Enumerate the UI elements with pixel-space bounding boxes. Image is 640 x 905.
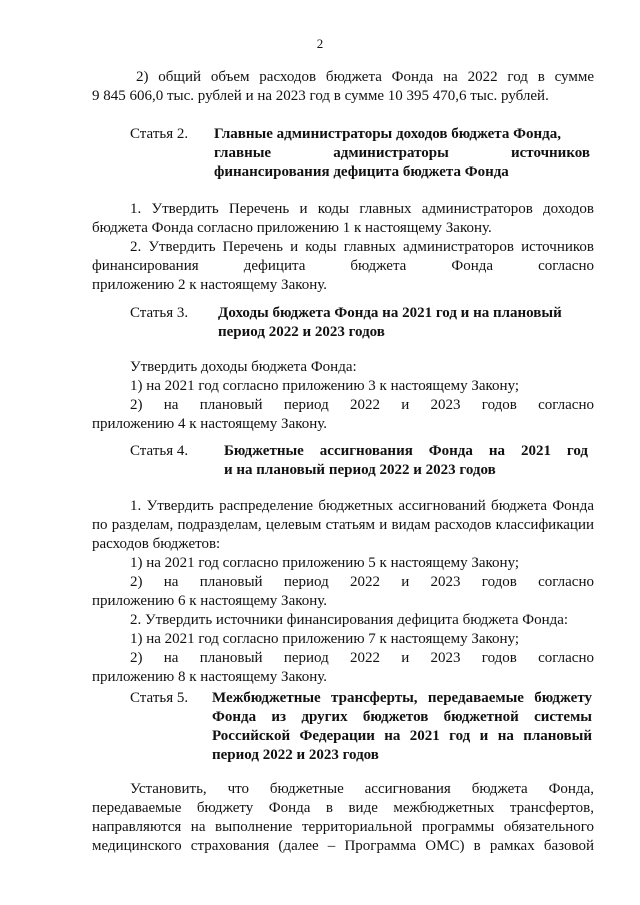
- article-2-label: Статья 2.: [130, 126, 189, 142]
- article-4-p2-line-1: 2. Утвердить источники финансирования дефицита бюджета Фонда:: [130, 612, 569, 628]
- intro-line-1: 2) общий объем расходов бюджета Фонда на 2022 год в сумме: [136, 69, 594, 85]
- article-5-p-line-2: передаваемые бюджету Фонда в виде межбюджетных трансфертов,: [92, 800, 594, 816]
- article-5-title-line-4: период 2022 и 2023 годов: [212, 747, 379, 763]
- article-2-p2-line-2: финансирования дефицита бюджета Фонда согласно: [92, 258, 594, 274]
- article-4-label: Статья 4.: [130, 443, 189, 459]
- article-5-p-line-4: медицинского страхования (далее – Программа ОМС) в рамках базовой: [92, 838, 594, 854]
- article-2-p2-line-1: 2. Утвердить Перечень и коды главных администраторов источников: [130, 239, 594, 255]
- article-4-p1-item-2-line-1: 2) на плановый период 2022 и 2023 годов согласно: [130, 574, 594, 590]
- article-3-title-line-1: Доходы бюджета Фонда на 2021 год и на плановый: [218, 305, 562, 321]
- article-5-p-line-1: Установить, что бюджетные ассигнования бюджета Фонда,: [130, 781, 594, 797]
- article-4-p1-item-1: 1) на 2021 год согласно приложению 5 к настоящему Закону;: [130, 555, 520, 571]
- article-5-title-line-1: Межбюджетные трансферты, передаваемые бюджету: [212, 690, 592, 706]
- page-number: 2: [316, 36, 324, 51]
- article-3-item-2-line-1: 2) на плановый период 2022 и 2023 годов согласно: [130, 397, 594, 413]
- article-3-title-line-2: период 2022 и 2023 годов: [218, 324, 385, 340]
- article-4-p2-item-1: 1) на 2021 год согласно приложению 7 к настоящему Закону;: [130, 631, 520, 647]
- article-4-title-line-2: и на плановый период 2022 и 2023 годов: [224, 462, 496, 478]
- article-4-p1-line-2: по разделам, подразделам, целевым статьям и видам расходов классификации: [92, 517, 594, 533]
- article-4-p1-line-1: 1. Утвердить распределение бюджетных ассигнований бюджета Фонда: [130, 498, 594, 514]
- article-3-intro: Утвердить доходы бюджета Фонда:: [130, 359, 357, 375]
- article-2-title-line-3: финансирования дефицита бюджета Фонда: [214, 164, 509, 180]
- intro-line-2: 9 845 606,0 тыс. рублей и на 2023 год в сумме 10 395 470,6 тыс. рублей.: [92, 88, 549, 104]
- article-3-item-1: 1) на 2021 год согласно приложению 3 к настоящему Закону;: [130, 378, 520, 394]
- article-5-p-line-3: направляются на выполнение территориальной программы обязательного: [92, 819, 594, 835]
- article-3-item-2-line-2: приложению 4 к настоящему Закону.: [92, 416, 328, 432]
- article-5-title-line-2: Фонда из других бюджетов бюджетной системы: [212, 709, 592, 725]
- article-4-p1-line-3: расходов бюджетов:: [92, 536, 221, 552]
- article-5-title-line-3: Российской Федерации на 2021 год и на плановый: [212, 728, 592, 744]
- article-2-p2-line-3: приложению 2 к настоящему Закону.: [92, 277, 328, 293]
- article-4-p1-item-2-line-2: приложению 6 к настоящему Закону.: [92, 593, 328, 609]
- article-5-label: Статья 5.: [130, 690, 189, 706]
- article-2-title-line-1: Главные администраторы доходов бюджета Фонда,: [214, 126, 561, 142]
- article-2-p1-line-2: бюджета Фонда согласно приложению 1 к настоящему Закону.: [92, 220, 492, 236]
- article-4-title-line-1: Бюджетные ассигнования Фонда на 2021 год: [224, 443, 588, 459]
- article-2-p1-line-1: 1. Утвердить Перечень и коды главных администраторов доходов: [130, 201, 594, 217]
- article-4-p2-item-2-line-1: 2) на плановый период 2022 и 2023 годов согласно: [130, 650, 594, 666]
- article-3-label: Статья 3.: [130, 305, 189, 321]
- article-2-title-line-2: главные администраторы источников: [214, 145, 590, 161]
- article-4-p2-item-2-line-2: приложению 8 к настоящему Закону.: [92, 669, 328, 685]
